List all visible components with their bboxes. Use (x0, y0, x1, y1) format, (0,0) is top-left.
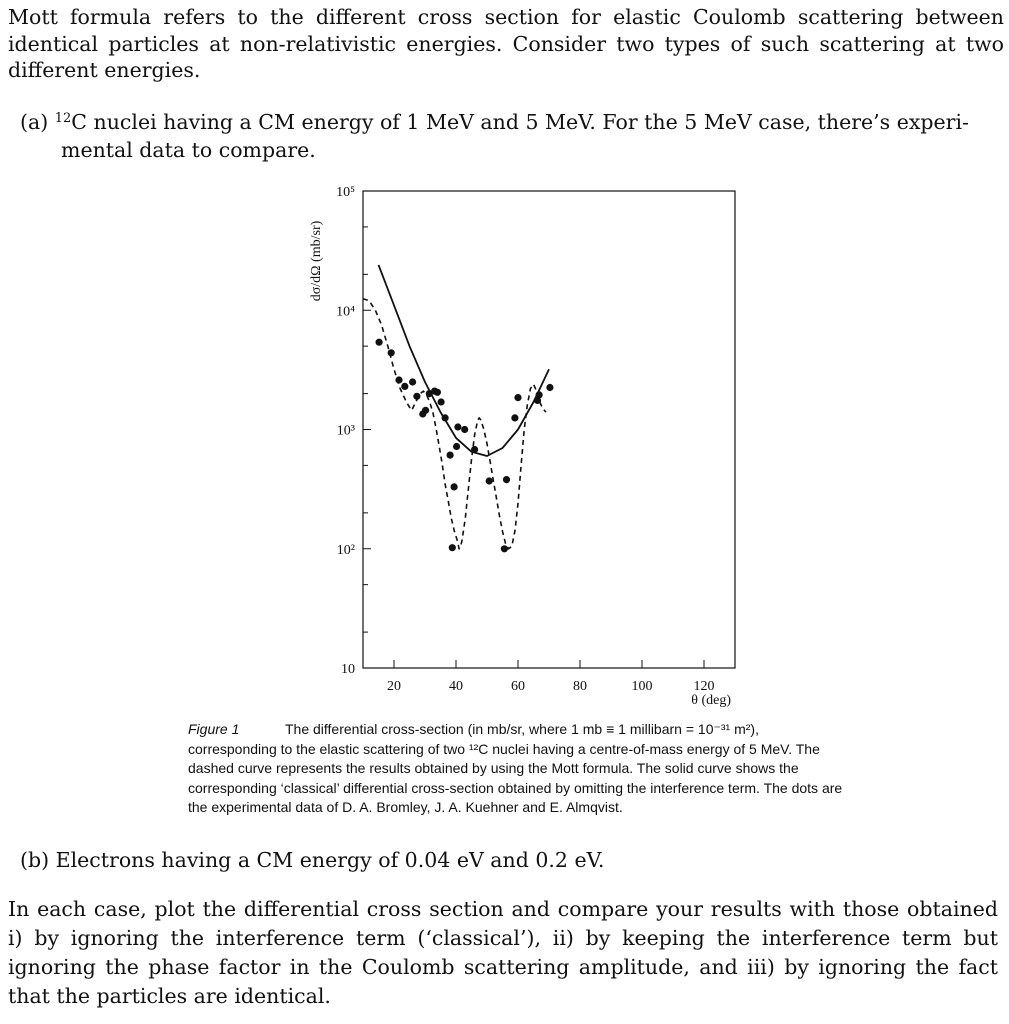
data-point (409, 378, 416, 385)
data-point (461, 426, 468, 433)
data-point (546, 384, 553, 391)
data-point (511, 414, 518, 421)
part-b (20, 846, 1000, 874)
y-tick-label: 10 (341, 662, 355, 677)
part-b-text: Electrons having a CM energy of 0.04 eV and 0.2 eV. (55, 848, 605, 872)
x-tick-label: 60 (511, 679, 525, 694)
mott-curve (363, 299, 546, 549)
y-axis-label: dσ/dΩ (mb/sr) (309, 220, 324, 302)
data-point (514, 394, 521, 401)
x-tick-label: 40 (449, 679, 463, 694)
plot-frame (363, 191, 735, 668)
y-tick-label: 10⁵ (336, 185, 355, 200)
part-b-label: (b) (20, 848, 50, 872)
x-tick-label: 80 (573, 679, 587, 694)
part-a-label: (a) (20, 110, 49, 134)
data-point (395, 376, 402, 383)
y-tick-label: 10² (336, 542, 355, 558)
part-a (20, 108, 1000, 164)
caption-text: The differential cross-section (in mb/sr, where 1 mb ≡ 1 millibarn = 10⁻³¹ m²), corresponding to the elastic scattering of two ¹²C nuclei having a centre-of-mass energy of 5 MeV. The dashed curve represents the results obtained by using the Mott formula. The solid curve shows the corresponding ‘classical’ differential cross-section obtained by omitting the interference term. The dots are the experimental data of D. A. Bromley, J. A. Kuehner and E. Almqvist. (188, 721, 843, 816)
isotope-superscript: 12 (54, 111, 72, 126)
data-point (422, 407, 429, 414)
data-point (434, 389, 441, 396)
intro-paragraph: Mott formula refers to the different cross section for elastic Coulomb scattering between identical particles at non-relativistic energies. Consider two types of such scattering at two different energies. (8, 5, 1004, 82)
data-point (376, 339, 383, 346)
cross-section-plot (280, 178, 760, 718)
data-point (388, 349, 395, 356)
data-point (501, 545, 508, 552)
x-tick-label: 20 (387, 679, 401, 694)
x-tick-label: 100 (631, 679, 653, 694)
part-a-text-line2: mental data to compare. (61, 138, 316, 162)
data-point (438, 398, 445, 405)
data-point (453, 443, 460, 450)
data-point (454, 423, 461, 430)
data-point (449, 544, 456, 551)
data-point (486, 477, 493, 484)
part-a-text-line1: C nuclei having a CM energy of 1 MeV and 5 MeV. For the 5 MeV case, there’s experi- (71, 110, 969, 134)
figure-1 (280, 178, 760, 718)
x-tick-label: 120 (693, 679, 715, 694)
final-paragraph: In each case, plot the differential cross section and compare your results with those obtained i) by ignoring the interference term (‘classical’), ii) by keeping the interference term but ignoring the phase factor in the Coulomb scattering amplitude, and iii) by ignoring the fact that the particles are identical. (8, 897, 998, 1008)
y-tick-label: 10³ (336, 423, 355, 439)
y-tick-label: 10⁴ (336, 304, 355, 320)
data-point (447, 452, 454, 459)
data-point (471, 446, 478, 453)
figure-label: Figure 1 (188, 721, 240, 737)
data-point (442, 414, 449, 421)
x-axis-label: θ (deg) (691, 693, 731, 708)
data-point (401, 383, 408, 390)
data-point (503, 476, 510, 483)
data-point (413, 393, 420, 400)
data-point (536, 391, 543, 398)
figure-caption (188, 720, 848, 818)
data-point (451, 483, 458, 490)
